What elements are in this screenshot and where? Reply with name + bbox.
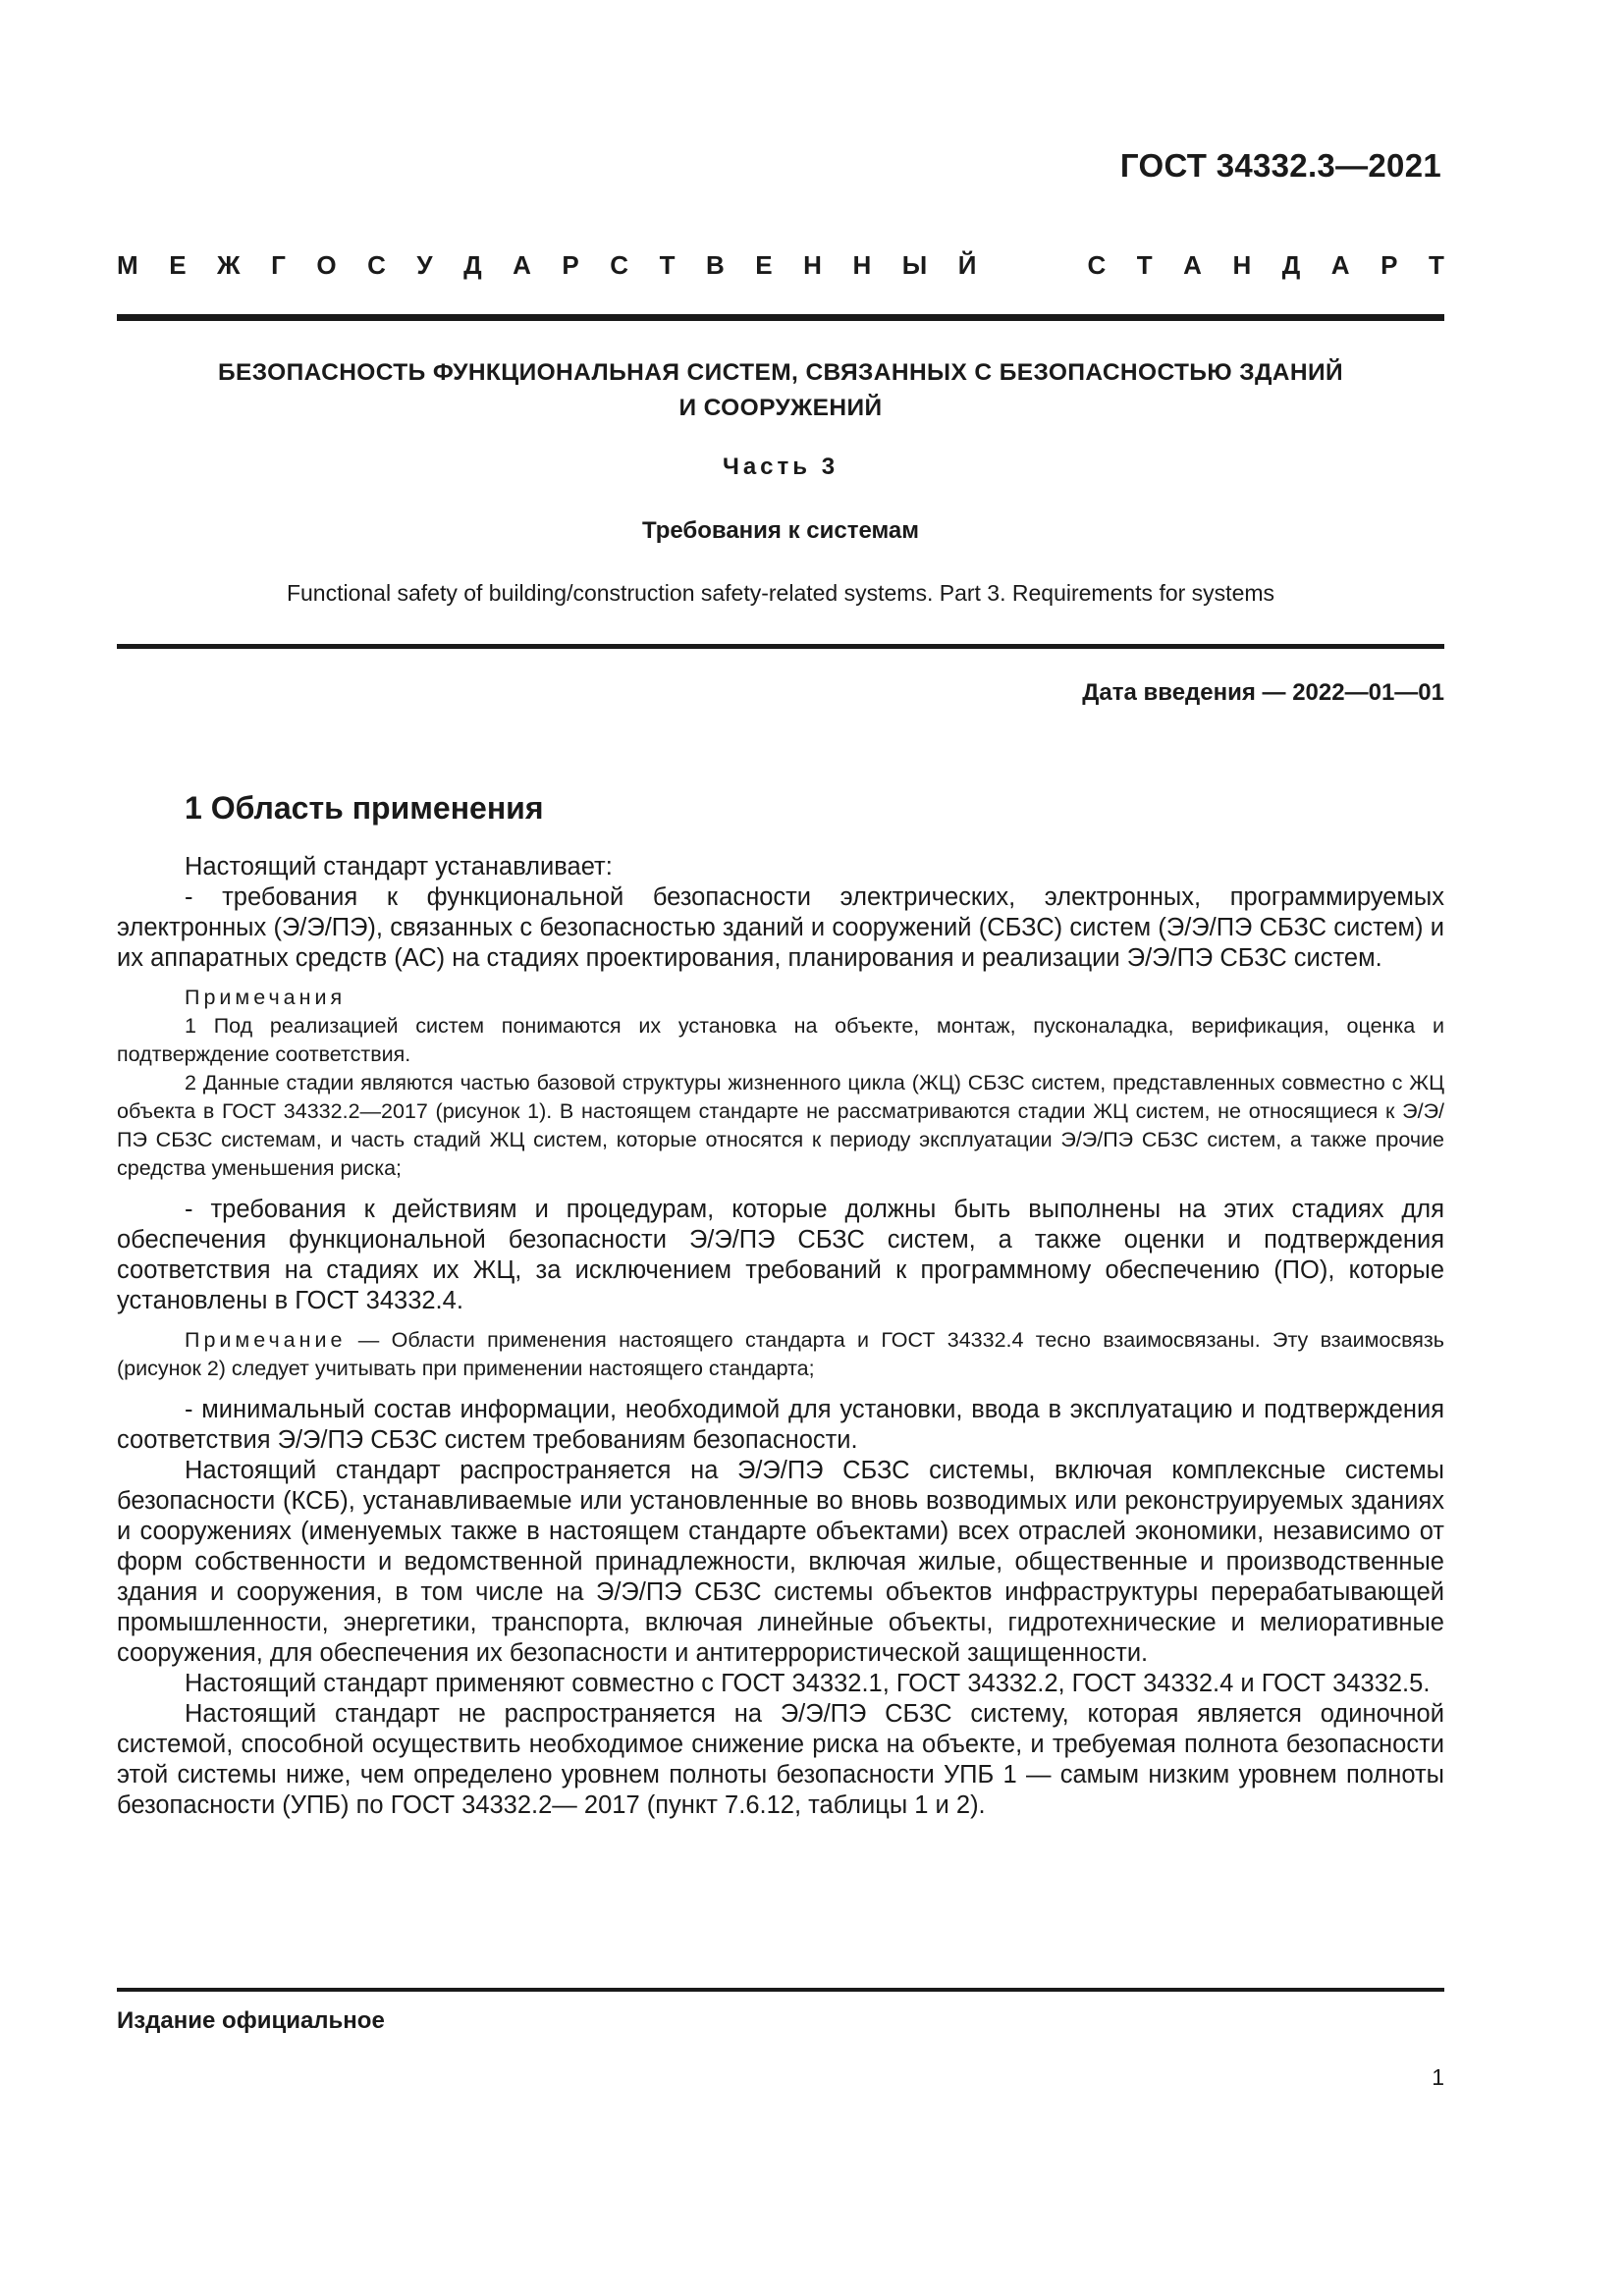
paragraph: Настоящий стандарт не распространяется на Э/Э/ПЭ СБЗС систему, которая является одиночной системой, способной осуществить необходимое снижение риска на объекте, и требуемая полнота безопасности этой системы ниже, чем определено уровнем полноты безопасности УПБ 1 — самым низким уровнем полноты безопасности (УПБ) по ГОСТ 34332.2— 2017 (пункт 7.6.12, таблицы 1 и 2). [117, 1700, 1444, 1819]
note: 1 Под реализацией систем понимаются их установка на объекте, монтаж, пусконаладка, верификация, оценка и подтверждение соответствия. [117, 1014, 1444, 1066]
paragraph: - требования к действиям и процедурам, которые должны быть выполнены на этих стадиях для обеспечения функциональной безопасности Э/Э/ПЭ СБЗС систем, а также оценки и подтверждения соответствия на стадиях их ЖЦ, за исключением требований к программному обеспечению (ПО), которые установлены в ГОСТ 34332.4. [117, 1196, 1444, 1314]
title-line-1: БЕЗОПАСНОСТЬ ФУНКЦИОНАЛЬНАЯ СИСТЕМ, СВЯЗАННЫХ С БЕЗОПАСНОСТЬЮ ЗДАНИЙ [217, 359, 1344, 386]
standard-letter: Н [1232, 250, 1252, 280]
title-line-2: И СООРУЖЕНИЙ [678, 395, 883, 421]
official-edition-label: Издание официальное [117, 2007, 385, 2034]
standard-letter: Т [1428, 250, 1444, 280]
interstate-letter: Й [957, 250, 977, 280]
header-rule [117, 314, 1444, 321]
standard-letter: Д [1281, 250, 1301, 280]
note-text: — Области применения настоящего стандарта и ГОСТ 34332.4 тесно взаимосвязаны. Эту взаимосвязь (рисунок 2) следует учитывать при применении настоящего стандарта; [117, 1328, 1444, 1380]
notes-label: Примечания [185, 986, 347, 1009]
standard-letter: А [1183, 250, 1202, 280]
interstate-letter: С [610, 250, 629, 280]
interstate-letter: Н [852, 250, 872, 280]
standard-letter: Р [1380, 250, 1398, 280]
paragraph: Настоящий стандарт устанавливает: [185, 853, 613, 881]
paragraph: - требования к функциональной безопасности электрических, электронных, программируемых электронных (Э/Э/ПЭ), связанных с безопасностью зданий и сооружений (СБЗС) систем (Э/Э/ПЭ СБЗС систем) и их аппаратных средств (АС) на стадиях проектирования, планирования и реализации Э/Э/ПЭ СБЗС систем. [117, 883, 1444, 972]
note: 2 Данные стадии являются частью базовой структуры жизненного цикла (ЖЦ) СБЗС систем, представленных совместно с ЖЦ объекта в ГОСТ 34332.2—2017 (рисунок 1). В настоящем стандарте не рассматриваются стадии ЖЦ систем, не относящиеся к Э/Э/ПЭ СБЗС системам, и часть стадий ЖЦ систем, которые относятся к периоду эксплуатации Э/Э/ПЭ СБЗС систем, а также прочие средства уменьшения риска; [117, 1071, 1444, 1180]
footer-rule [117, 1988, 1444, 1992]
standard-letter: А [1330, 250, 1350, 280]
interstate-letter: А [513, 250, 531, 280]
standard-letter: С [1087, 250, 1107, 280]
page-number: 1 [1432, 2064, 1444, 2090]
introduction-date: Дата введения — 2022—01—01 [1082, 679, 1444, 706]
interstate-letter: Е [169, 250, 187, 280]
interstate-letter: Д [463, 250, 482, 280]
notes-block [117, 984, 1444, 1183]
english-title: Functional safety of building/construction safety-related systems. Part 3. Requirements for systems [286, 580, 1275, 606]
interstate-letter: М [117, 250, 138, 280]
part-number: Часть 3 [722, 454, 839, 480]
section-body [117, 852, 1444, 1821]
interstate-letter: В [705, 250, 725, 280]
interstate-standard-banner [117, 250, 1444, 281]
interstate-letter: Н [803, 250, 822, 280]
paragraph: - минимальный состав информации, необходимой для установки, ввода в эксплуатацию и подтверждения соответствия Э/Э/ПЭ СБЗС систем требованиям безопасности. [117, 1396, 1444, 1454]
interstate-letter: Ы [901, 250, 928, 280]
interstate-letter: Т [659, 250, 676, 280]
paragraph: Настоящий стандарт распространяется на Э/Э/ПЭ СБЗС системы, включая комплексные системы безопасности (КСБ), устанавливаемые или установленные во вновь возводимых или реконструируемых зданиях и сооружениях (именуемых также в настоящем стандарте объектами) всех отраслей экономики, независимо от форм собственности и ведомственной принадлежности, включая жилые, общественные и производственные здания и сооружения, в том числе на Э/Э/ПЭ СБЗС системы объектов инфраструктуры перерабатывающей промышленности, энергетики, транспорта, включая линейные объекты, гидротехнические и мелиоративные сооружения, для обеспечения их безопасности и антитеррористической защищенности. [117, 1457, 1444, 1667]
interstate-letter: О [316, 250, 337, 280]
document-title [117, 355, 1444, 426]
interstate-letter: У [416, 250, 433, 280]
word-gap [1007, 250, 1056, 281]
document-subtitle: Требования к системам [641, 517, 920, 544]
gost-code: ГОСТ 34332.3—2021 [1119, 147, 1441, 184]
interstate-letter: Р [562, 250, 579, 280]
section-heading: 1 Область применения [185, 790, 544, 826]
note-label: Примечание [185, 1328, 347, 1352]
interstate-letter: Г [271, 250, 286, 280]
note [117, 1326, 1444, 1383]
interstate-letter: С [367, 250, 386, 280]
note-block [117, 1326, 1444, 1383]
interstate-letter: Ж [217, 250, 241, 280]
title-rule [117, 644, 1444, 649]
standard-letter: Т [1136, 250, 1153, 280]
paragraph: Настоящий стандарт применяют совместно с ГОСТ 34332.1, ГОСТ 34332.2, ГОСТ 34332.4 и ГОСТ 34332.5. [185, 1670, 1431, 1697]
interstate-letter: Е [755, 250, 773, 280]
